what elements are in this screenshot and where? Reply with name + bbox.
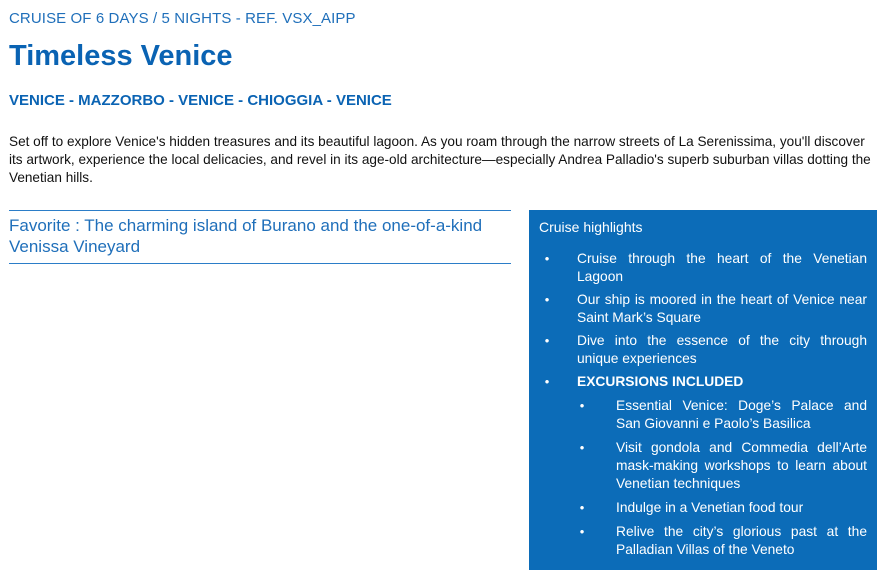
- bullet-icon: •: [579, 440, 585, 455]
- list-item-text: Visit gondola and Commedia dell’Arte mask-making workshops to learn about Venetian techniques: [616, 440, 867, 491]
- list-item-text: Indulge in a Venetian food tour: [616, 500, 804, 515]
- list-item-text: Dive into the essence of the city through unique experiences: [577, 333, 867, 366]
- excursions-item: [539, 373, 867, 559]
- list-item-text: Essential Venice: Doge’s Palace and San Giovanni e Paolo’s Basilica: [616, 398, 867, 431]
- favorite-callout: Favorite : The charming island of Burano and the one-of-a-kind Venissa Vineyard: [9, 210, 511, 264]
- bullet-icon: •: [579, 500, 585, 515]
- highlights-list: [539, 250, 867, 559]
- list-item: [577, 523, 867, 559]
- excursions-list: [577, 397, 867, 559]
- excursions-label: EXCURSIONS INCLUDED: [577, 374, 744, 389]
- bullet-icon: •: [544, 292, 550, 307]
- bullet-icon: •: [544, 251, 550, 266]
- cruise-highlights-panel: [529, 210, 877, 570]
- list-item-text: Cruise through the heart of the Venetian Lagoon: [577, 251, 867, 284]
- list-item: [539, 332, 867, 368]
- list-item: [539, 291, 867, 327]
- list-item: [539, 250, 867, 286]
- page-title: Timeless Venice: [9, 40, 233, 72]
- list-item: [577, 439, 867, 493]
- highlights-title: Cruise highlights: [539, 219, 643, 235]
- list-item-text: Relive the city’s glorious past at the Palladian Villas of the Veneto: [616, 524, 867, 557]
- itinerary-route: VENICE - MAZZORBO - VENICE - CHIOGGIA - VENICE: [9, 92, 392, 109]
- bullet-icon: •: [544, 374, 550, 389]
- bullet-icon: •: [544, 333, 550, 348]
- bullet-icon: •: [579, 398, 585, 413]
- list-item-text: Our ship is moored in the heart of Venice near Saint Mark’s Square: [577, 292, 867, 325]
- cruise-reference: CRUISE OF 6 DAYS / 5 NIGHTS - REF. VSX_AIPP: [9, 10, 356, 27]
- list-item: [577, 397, 867, 433]
- intro-paragraph: Set off to explore Venice's hidden treasures and its beautiful lagoon. As you roam through the narrow streets of La Serenissima, you'll discover its artwork, experience the local delicacies, and revel in its age-old architecture—especially Andrea Palladio's superb suburban villas dotting the Venetian hills.: [9, 134, 871, 185]
- bullet-icon: •: [579, 524, 585, 539]
- list-item: [577, 499, 867, 517]
